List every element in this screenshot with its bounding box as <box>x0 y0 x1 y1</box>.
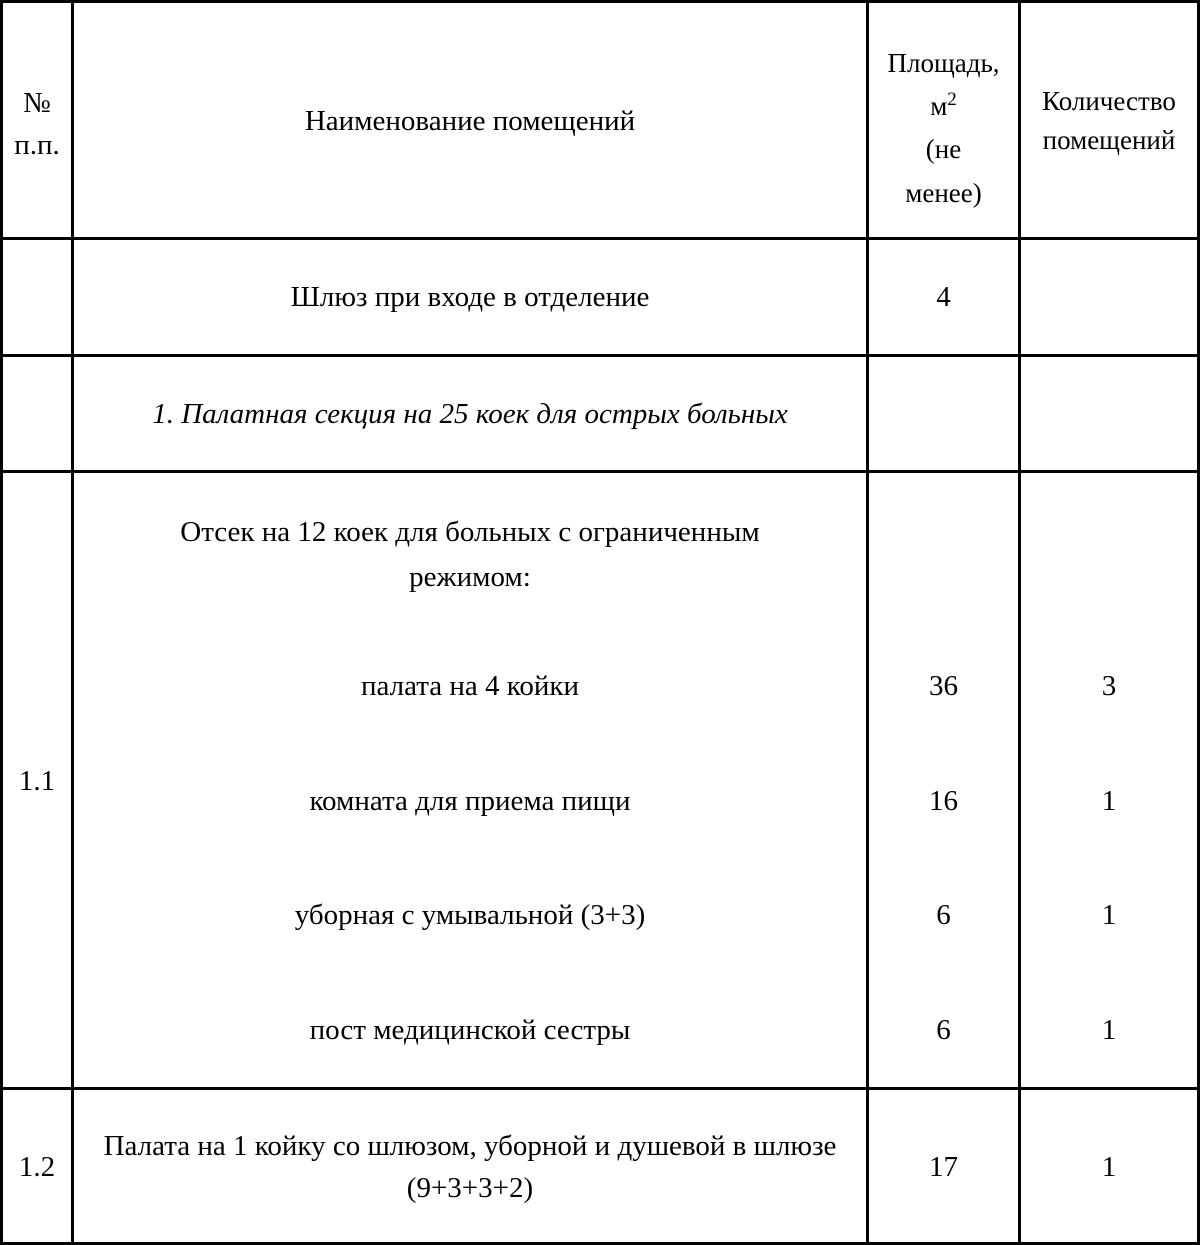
header-area-line1: Площадь, <box>887 48 1000 78</box>
row4-count <box>1021 1146 1197 1188</box>
sub-item-2-name-text: комната для приема пищи <box>309 785 631 817</box>
header-area-unit-line <box>869 85 1018 128</box>
sub-item-3-area <box>869 894 1018 936</box>
row1-name-text: Шлюз при входе в отделение <box>290 281 650 313</box>
row2-section-title <box>74 393 866 435</box>
row3-number <box>3 760 71 802</box>
sub-item-3-name <box>74 894 866 936</box>
header-count <box>1021 82 1197 160</box>
row4-area-value: 17 <box>929 1151 958 1183</box>
table-border-top <box>0 0 1200 3</box>
sub-item-4-count-value: 1 <box>1101 1014 1117 1046</box>
sub-item-3-count <box>1021 894 1197 936</box>
header-area-line4: менее) <box>905 177 982 208</box>
header-name <box>74 100 866 142</box>
sub-item-2-count <box>1021 780 1197 822</box>
row4-number-text: 1.2 <box>18 1151 56 1183</box>
sub-item-4-name-text: пост медицинской сестры <box>309 1014 631 1046</box>
sub-item-1-count-value: 3 <box>1101 670 1117 702</box>
row4-name <box>90 1125 850 1209</box>
row1-name <box>74 276 866 318</box>
table-border-left <box>0 0 3 1245</box>
sub-item-2-area <box>869 780 1018 822</box>
sub-item-2-count-value: 1 <box>1101 785 1117 817</box>
sub-item-1-count <box>1021 665 1197 707</box>
row-divider-2 <box>0 470 1200 473</box>
header-count-line2: помещений <box>1042 125 1176 156</box>
header-area-sup: 2 <box>947 89 957 111</box>
sub-item-1-area <box>869 665 1018 707</box>
row3-name <box>120 510 820 600</box>
header-area-line3: (не <box>925 134 962 165</box>
sub-item-1-name <box>74 665 866 707</box>
row4-number <box>3 1146 71 1188</box>
row4-name-text: Палата на 1 койку со шлюзом, уборной и душевой в шлюзе (9+3+3+2) <box>103 1130 837 1205</box>
header-number-line1: № <box>23 87 51 119</box>
sub-item-2-area-value: 16 <box>929 785 958 817</box>
header-count-line1: Количество <box>1042 86 1176 116</box>
row-divider-header <box>0 237 1200 240</box>
row3-number-text: 1.1 <box>18 765 56 797</box>
header-area <box>869 42 1018 215</box>
row-divider-3 <box>0 1087 1200 1090</box>
row2-section-title-text: 1. Палатная секция на 25 коек для острых больных <box>152 398 788 430</box>
row4-count-value: 1 <box>1101 1151 1117 1183</box>
header-area-unit: м <box>930 91 948 122</box>
sub-item-4-name <box>74 1009 866 1051</box>
row1-area-value: 4 <box>936 281 951 313</box>
sub-item-1-name-text: палата на 4 койки <box>360 670 580 702</box>
sub-item-4-area-value: 6 <box>936 1014 951 1046</box>
header-number-line2: п.п. <box>14 129 60 162</box>
row1-area <box>869 276 1018 318</box>
row3-name-text: Отсек на 12 коек для больных с ограниченным режимом: <box>180 516 760 593</box>
column-divider-3 <box>1018 0 1021 1245</box>
sub-item-4-count <box>1021 1009 1197 1051</box>
sub-item-2-name <box>74 780 866 822</box>
sub-item-3-name-text: уборная с умывальной (3+3) <box>294 899 646 931</box>
column-divider-1 <box>71 0 74 1245</box>
sub-item-3-count-value: 1 <box>1101 899 1117 931</box>
sub-item-3-area-value: 6 <box>936 899 951 931</box>
sub-item-1-area-value: 36 <box>929 670 958 702</box>
row-divider-1 <box>0 354 1200 357</box>
sub-item-4-area <box>869 1009 1018 1051</box>
header-number <box>3 82 71 166</box>
row4-area <box>869 1146 1018 1188</box>
header-name-text: Наименование помещений <box>304 105 636 137</box>
